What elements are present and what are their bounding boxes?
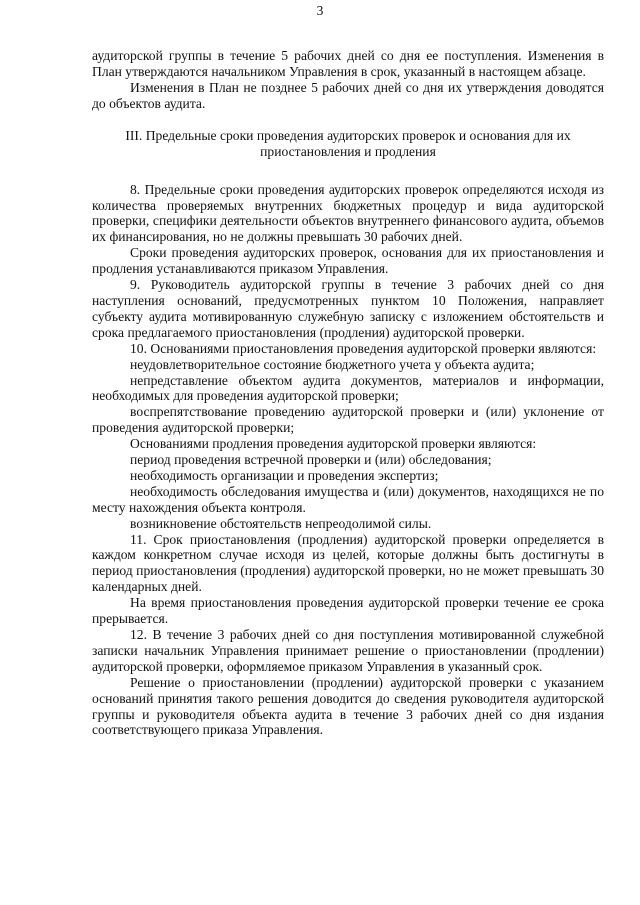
list-item: непредставление объектом аудита документов, материалов и информации, необходимых для проведения аудиторской проверки; (92, 372, 604, 404)
list-item: неудовлетворительное состояние бюджетного учета у объекта аудита; (130, 356, 535, 372)
paragraph: На время приостановления проведения аудиторской проверки течение ее срока прерывается. (92, 595, 604, 627)
paragraph-item-11: 11. Срок приостановления (продления) аудиторской проверки определяется в каждом конкретном случае исходя из целей, которые должны быть достигнуты в период приостановления (продления) аудиторской проверки, но не может превышать 30 календарных дней. (92, 531, 604, 595)
paragraph: Сроки проведения аудиторских проверок, основания для их приостановления и продления устанавливаются приказом Управления. (92, 245, 604, 277)
list-item: необходимость организации и проведения экспертиз; (130, 467, 439, 483)
paragraph-item-9: 9. Руководитель аудиторской группы в течение 3 рабочих дней со дня наступления оснований, предусмотренных пунктом 10 Положения, направляет субъекту аудита мотивированную служебную записку с изложением обстоятельств и срока предлагаемого приостановления (продления) аудиторской проверки. (92, 277, 604, 340)
paragraph-item-8: 8. Предельные сроки проведения аудиторских проверок определяются исходя из количества проверяемых внутренних бюджетных процедур и вида аудиторской проверки, специфики деятельности объектов внутреннего финансового аудита, объемов их финансирования, но не должны превышать 30 рабочих дней. (92, 181, 604, 245)
paragraph-item-10: 10. Основаниями приостановления проведения аудиторской проверки являются: (130, 340, 597, 356)
paragraph: Основаниями продления проведения аудиторской проверки являются: (130, 436, 537, 452)
list-item: воспрепятствование проведению аудиторской проверки и (или) уклонение от проведения аудиторской проверки; (92, 404, 604, 436)
paragraph: Решение о приостановлении (продлении) аудиторской проверки с указанием оснований принятия такого решения доводится до сведения руководителя аудиторской группы и руководителя объекта аудита в течение 3 рабочих дней со дня издания соответствующего приказа Управления. (92, 674, 604, 738)
section-heading: III. Предельные сроки проведения аудиторских проверок и основания для их приостановления и продления (125, 127, 571, 159)
list-item: возникновение обстоятельств непреодолимой силы. (130, 515, 432, 531)
document-body (92, 48, 604, 738)
paragraph-item-12: 12. В течение 3 рабочих дней со дня поступления мотивированной служебной записки начальник Управления принимает решение о приостановлении (продлении) аудиторской проверки, оформляемое приказом Управления в указанный срок. (92, 627, 604, 674)
list-item: необходимость обследования имущества и (или) документов, находящихся не по месту нахождения объекта контроля. (92, 483, 604, 515)
paragraph: аудиторской группы в течение 5 рабочих дней со дня ее поступления. Изменения в План утверждаются начальником Управления в срок, указанный в настоящем абзаце. (92, 48, 604, 79)
list-item: период проведения встречной проверки и (или) обследования; (130, 452, 492, 468)
paragraph: Изменения в План не позднее 5 рабочих дней со дня их утверждения доводятся до объектов аудита. (92, 79, 604, 111)
page-number: 3 (316, 3, 324, 18)
